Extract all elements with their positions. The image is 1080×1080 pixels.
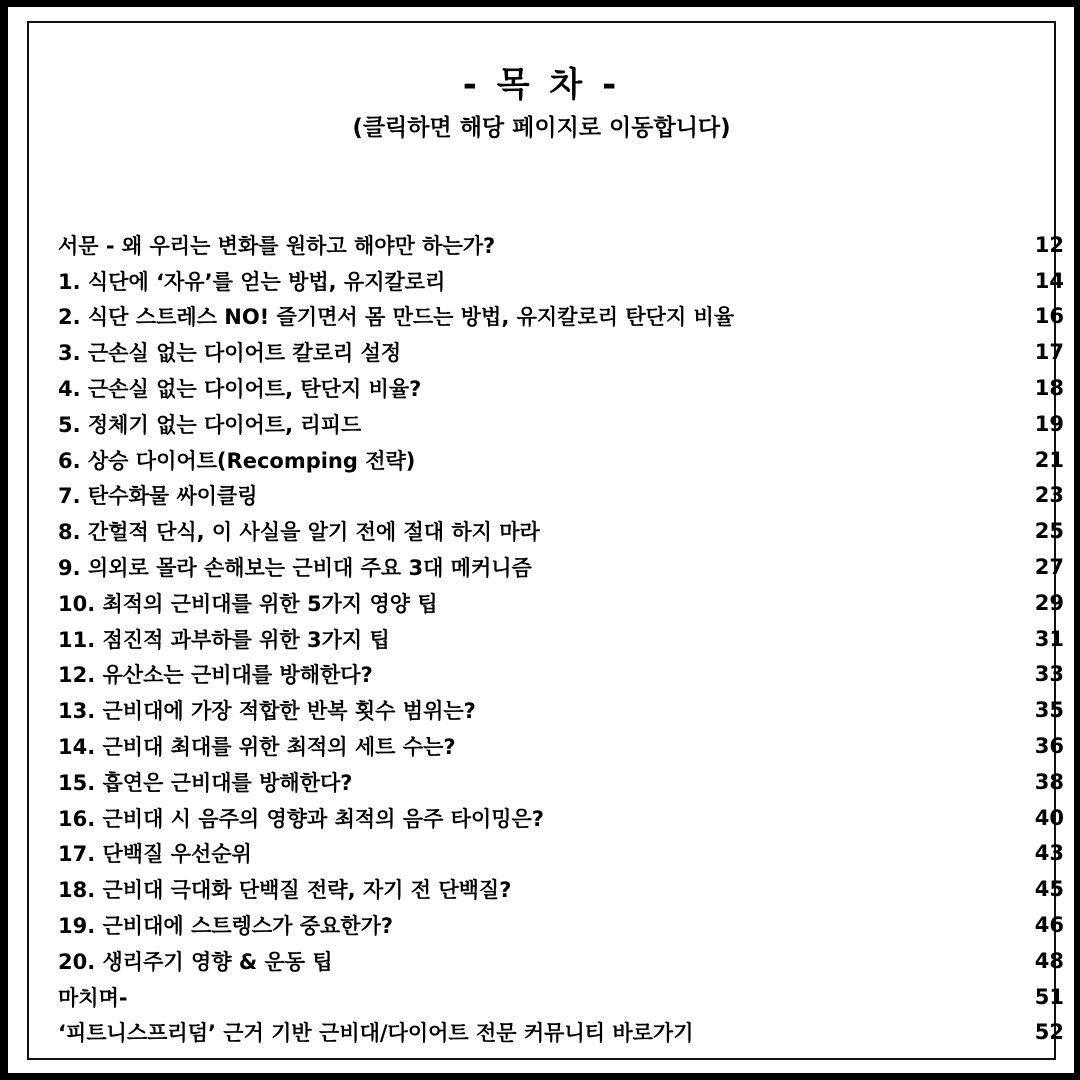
toc-entry-label: 9. 의외로 몰라 손해보는 근비대 주요 3대 메커니즘 xyxy=(58,556,532,581)
toc-entry[interactable] xyxy=(58,764,1064,800)
toc-entry-page-number: 12 xyxy=(1034,232,1064,257)
toc-entry-label: 18. 근비대 극대화 단백질 전략, 자기 전 단백질? xyxy=(58,878,512,903)
toc-entry-page-number: 51 xyxy=(1034,984,1064,1009)
toc-entry[interactable] xyxy=(58,800,1064,836)
document-page xyxy=(8,7,1074,1073)
toc-entry-label: 12. 유산소는 근비대를 방해한다? xyxy=(58,663,373,688)
toc-entry[interactable] xyxy=(58,227,1064,263)
toc-entry[interactable] xyxy=(58,478,1064,514)
page-title: - 목 차 - xyxy=(462,65,621,105)
toc-entry[interactable] xyxy=(58,1015,1064,1051)
toc-entry-page-number: 14 xyxy=(1034,268,1064,293)
content-frame xyxy=(27,21,1064,1060)
toc-entry-label: ‘피트니스프리덤’ 근거 기반 근비대/다이어트 전문 커뮤니티 바로가기 xyxy=(58,1021,694,1046)
toc-entry-page-number: 23 xyxy=(1034,483,1064,508)
toc-entry[interactable] xyxy=(58,442,1064,478)
toc-entry-label: 7. 탄수화물 싸이클링 xyxy=(58,484,258,509)
toc-entry-label: 20. 생리주기 영향 & 운동 팁 xyxy=(58,949,333,974)
toc-entry[interactable] xyxy=(58,406,1064,442)
toc-entry-label: 1. 식단에 ‘자유’를 얻는 방법, 유지칼로리 xyxy=(58,269,446,294)
toc-entry[interactable] xyxy=(58,657,1064,693)
toc-entry-page-number: 40 xyxy=(1034,805,1064,830)
toc-entry-label: 14. 근비대 최대를 위한 최적의 세트 수는? xyxy=(58,735,456,760)
toc-entry[interactable] xyxy=(58,585,1064,621)
toc-entry-label: 8. 간헐적 단식, 이 사실을 알기 전에 절대 하지 마라 xyxy=(58,520,540,545)
toc-entry[interactable] xyxy=(58,621,1064,657)
toc-entry-page-number: 27 xyxy=(1034,555,1064,580)
toc-entry[interactable] xyxy=(58,513,1064,549)
toc-entry-page-number: 48 xyxy=(1034,948,1064,973)
toc-entry-page-number: 52 xyxy=(1034,1020,1064,1045)
toc-entry-label: 17. 단백질 우선순위 xyxy=(58,842,252,867)
toc-entry-label: 11. 점진적 과부하를 위한 3가지 팁 xyxy=(58,627,390,652)
toc-entry-label: 2. 식단 스트레스 NO! 즐기면서 몸 만드는 방법, 유지칼로리 탄단지 비율 xyxy=(58,305,735,330)
toc-entry-page-number: 18 xyxy=(1034,376,1064,401)
toc-entry-label: 4. 근손실 없는 다이어트, 탄단지 비율? xyxy=(58,377,422,402)
toc-entry[interactable] xyxy=(58,871,1064,907)
toc-entry-label: 15. 흡연은 근비대를 방해한다? xyxy=(58,770,353,795)
toc-entry-page-number: 31 xyxy=(1034,626,1064,651)
toc-entry-label: 6. 상승 다이어트(Recomping 전략) xyxy=(58,448,416,473)
toc-entry[interactable] xyxy=(58,943,1064,979)
table-of-contents xyxy=(58,227,1064,1050)
toc-entry[interactable] xyxy=(58,907,1064,943)
toc-entry[interactable] xyxy=(58,836,1064,872)
toc-entry[interactable] xyxy=(58,979,1064,1015)
toc-entry[interactable] xyxy=(58,692,1064,728)
toc-entry-page-number: 16 xyxy=(1034,304,1064,329)
toc-entry-page-number: 19 xyxy=(1034,411,1064,436)
toc-entry-label: 서문 - 왜 우리는 변화를 원하고 해야만 하는가? xyxy=(58,233,496,258)
toc-entry-page-number: 21 xyxy=(1034,447,1064,472)
toc-entry-label: 5. 정체기 없는 다이어트, 리피드 xyxy=(58,412,362,437)
toc-entry-page-number: 29 xyxy=(1034,590,1064,615)
toc-entry-label: 마치며- xyxy=(58,985,128,1010)
toc-entry-label: 10. 최적의 근비대를 위한 5가지 영양 팁 xyxy=(58,591,438,616)
toc-entry[interactable] xyxy=(58,549,1064,585)
toc-entry-page-number: 25 xyxy=(1034,519,1064,544)
toc-entry[interactable] xyxy=(58,299,1064,335)
toc-entry-label: 13. 근비대에 가장 적합한 반복 횟수 범위는? xyxy=(58,699,476,724)
toc-entry-page-number: 45 xyxy=(1034,877,1064,902)
toc-entry-page-number: 35 xyxy=(1034,698,1064,723)
toc-entry-label: 16. 근비대 시 음주의 영향과 최적의 음주 타이밍은? xyxy=(58,806,544,831)
toc-entry[interactable] xyxy=(58,263,1064,299)
toc-entry-page-number: 33 xyxy=(1034,662,1064,687)
toc-entry-page-number: 36 xyxy=(1034,734,1064,759)
toc-entry-page-number: 43 xyxy=(1034,841,1064,866)
toc-entry[interactable] xyxy=(58,334,1064,370)
toc-entry-page-number: 17 xyxy=(1034,340,1064,365)
page-subtitle: (클릭하면 해당 페이지로 이동합니다) xyxy=(352,115,731,141)
toc-entry-page-number: 38 xyxy=(1034,769,1064,794)
toc-entry[interactable] xyxy=(58,728,1064,764)
toc-entry-page-number: 46 xyxy=(1034,913,1064,938)
toc-entry-label: 19. 근비대에 스트렝스가 중요한가? xyxy=(58,914,394,939)
toc-entry[interactable] xyxy=(58,370,1064,406)
toc-entry-label: 3. 근손실 없는 다이어트 칼로리 설정 xyxy=(58,341,402,366)
